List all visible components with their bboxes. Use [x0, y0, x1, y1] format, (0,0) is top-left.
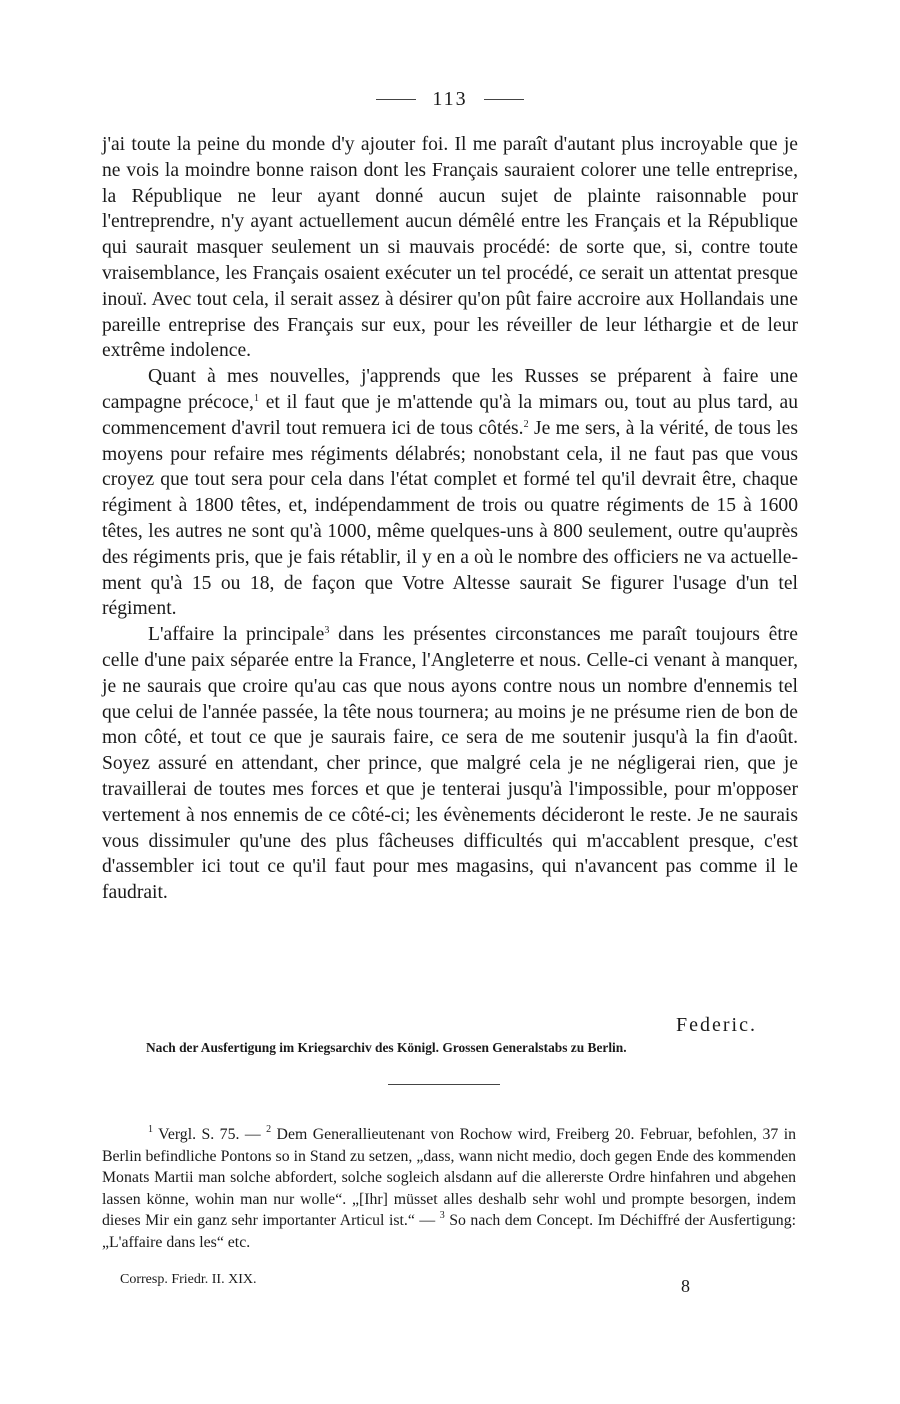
header-rule-right — [484, 99, 524, 100]
page-number: 113 — [432, 88, 468, 110]
paragraph-2-part-c: Je me sers, à la vérité, de tous les moyens pour refaire mes régiments délabrés; nonobstant cela, il ne faut pas que vous croyez que tout sera pour cela dans l'état complet et formé tel qu'il devrait être, chaque régiment à 1800 têtes, et, indépendamment de trois ou quatre régiments de 15 à 1600 têtes, les autres ne sont qu'à 1000, même quelques-uns à 800 seulement, outre qu'auprès des régiments pris, que je fais rétablir, il y en a où le nombre des officiers ne va actuellement qu'à 15 ou 18, de façon que Votre Altesse saurait Se figurer l'usage d'un tel régiment. — [102, 417, 798, 620]
header-rule-left — [376, 99, 416, 100]
paragraph-2 — [102, 364, 798, 622]
signature-line: Corresp. Friedr. II. XIX. — [120, 1272, 257, 1287]
paragraph-2-part-a: Quant à mes nouvelles, j'apprends que les Russes se préparent à faire une campagne précoce, — [102, 366, 798, 413]
paragraph-3-part-b: dans les présentes circonstances me paraît toujours être celle d'une paix séparée entre la France, l'Angleterre et nous. Celle-ci venant à manquer, je ne saurais que croire qu'au cas que nous ayons contre nous un nombre d'ennemis tel que celui de l'année passée, la tête nous tournera; au moins je ne présume rien de bon de mon côté, et tout ce que je saurais faire, ce sera de me soutenir jusqu'à la fin d'août. Soyez assuré en attendant, cher prince, que malgré cela je ne négligerai rien, que je travaillerai de toutes mes forces et que je tenterai jusqu'à l'impossible, pour m'opposer vertement à nos ennemis de ce côté-ci; les évènements décideront le reste. Je ne saurais vous dissimuler qu'une des plus fâcheuses difficultés qui m'accablent presque, c'est d'assembler ici tout ce qu'il faut pour mes magasins, qui n'avancent pas comme il le faudrait. — [102, 624, 799, 904]
footnote-mark-3: 3 — [439, 1210, 445, 1221]
footnote-ref-3: 3 — [324, 625, 330, 637]
footnote-ref-1: 1 — [253, 392, 259, 404]
paragraph-2-part-b: et il faut que je m'attende qu'à la mimars ou, tout au plus tard, au commencement d'avril tout remuera ici de tous côtés. — [102, 391, 798, 439]
page-footer — [120, 1272, 690, 1297]
signature: Federic. — [676, 1014, 757, 1036]
footnote-separator — [388, 1084, 500, 1085]
source-note: Nach der Ausfertigung im Kriegsarchiv des Königl. Grossen Generalstabs zu Berlin. — [146, 1040, 627, 1055]
footnote-mark-2: 2 — [266, 1124, 272, 1135]
footnotes — [102, 1124, 796, 1253]
page-header — [0, 88, 900, 111]
footnote-1: Vergl. S. 75. — — [153, 1126, 267, 1143]
paragraph-3 — [102, 622, 798, 906]
paragraph-3-part-a: L'affaire la principale — [148, 624, 325, 646]
letter-body — [102, 132, 798, 906]
footnote-2: Dem Generallieutenant von Rochow wird, Freiberg 20. Februar, befohlen, 37 in Berlin befindliche Pontons so in Stand zu setzen, „dass, wann nicht medio, doch gegen Ende des kommenden Monats Martii man solche abfordert, solche sogleich alsdann auf die allererste Ordre hinfahren und abgehen lassen könne, wohin man nur wolle“. „[Ihr] müsset alles deshalb sehr wohl und prompte besorgen, indem dieses Mir ein ganz sehr importanter Articul ist.“ — — [102, 1126, 796, 1229]
footnote-block — [102, 1124, 796, 1253]
footnote-mark-1: 1 — [148, 1124, 153, 1135]
paragraph-1: j'ai toute la peine du monde d'y ajouter foi. Il me paraît d'autant plus incroyable que je ne vois la moindre bonne raison dont les Français sauraient colorer une telle entreprise, la République ne leur ayant donné aucun sujet de plainte raisonnable pour l'entreprendre, n'y ayant actuellement aucun démêlé entre les Français et la République qui saurait masquer seulement un si mauvais procédé: de sorte que, si, contre toute vraisemblance, les Français osaient exécuter un tel procédé, ce serait un attentat presque inouï. Avec tout cela, il serait assez à désirer qu'on pût faire accroire aux Hollandais une pareille entreprise des Français sur eux, pour les réveiller de leur léthargie et de leur extrême indolence. — [102, 134, 798, 362]
sheet-number: 8 — [681, 1276, 690, 1296]
footnote-3: So nach dem Concept. Im Déchiffré der Ausfertigung: „L'affaire dans les“ etc. — [102, 1212, 796, 1251]
footnote-ref-2: 2 — [523, 418, 529, 430]
